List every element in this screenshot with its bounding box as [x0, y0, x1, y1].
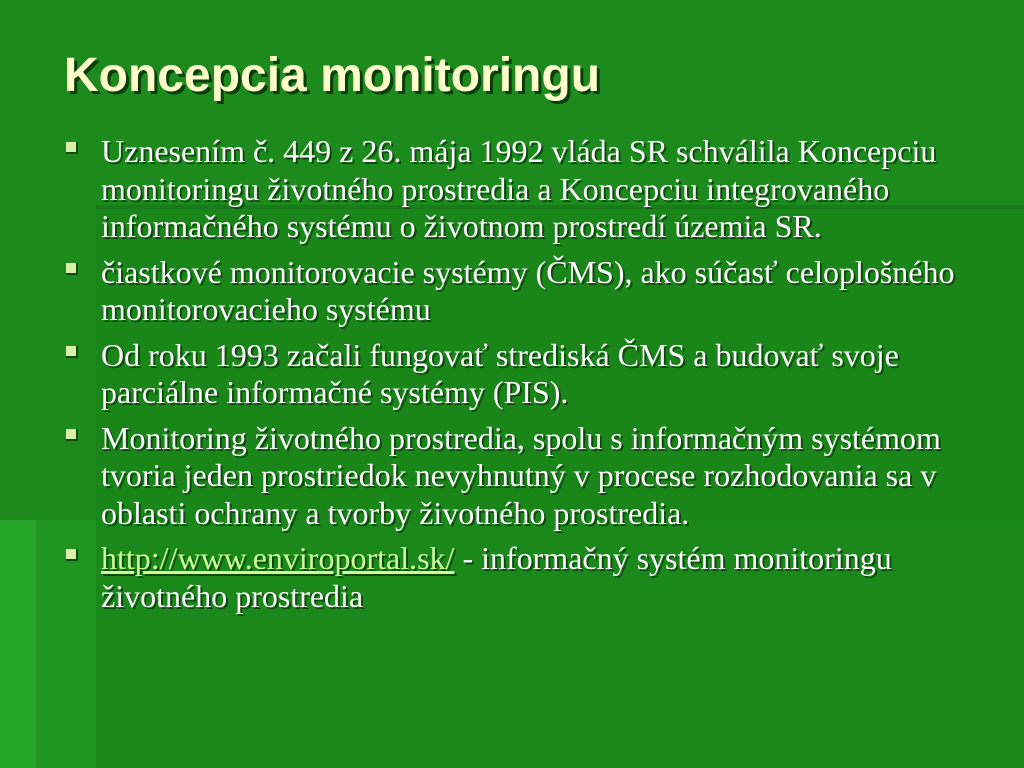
square-bullet-icon [66, 142, 78, 154]
slide-title: Koncepcia monitoringu [64, 49, 601, 102]
bullet-text: čiastkové monitorovacie systémy (ČMS), ako súčasť celoplošného monitorovacieho systému [101, 253, 955, 327]
bullet-item [62, 540, 982, 615]
enviroportal-link[interactable]: http://www.enviroportal.sk/ [101, 540, 455, 576]
square-bullet-icon [66, 549, 78, 561]
bullet-text: Od roku 1993 začali fungovať strediská ČMS a budovať svoje parciálne informačné systémy (PIS). [101, 336, 899, 410]
square-bullet-icon [66, 429, 78, 441]
bullet-text: - informačný systém monitoringu životného prostredia [101, 540, 892, 614]
bullet-item [62, 133, 982, 246]
square-bullet-icon [66, 263, 78, 275]
background-accent-strip [0, 520, 36, 768]
square-bullet-icon [66, 346, 78, 358]
bullet-text: Monitoring životného prostredia, spolu s informačným systémom tvoria jeden prostriedok nevyhnutný v procese rozhodovania sa v oblasti ochrany a tvorby životného prostredia. [101, 419, 941, 531]
bullet-item [62, 254, 982, 329]
bullet-text: Uznesením č. 449 z 26. mája 1992 vláda SR schválila Koncepciu monitoringu životného prostredia a Koncepciu integrovaného informačného systému o životnom prostredí územia SR. [101, 133, 937, 244]
bullet-item [62, 337, 982, 412]
bullet-list [62, 133, 982, 623]
bullet-item [62, 420, 982, 533]
